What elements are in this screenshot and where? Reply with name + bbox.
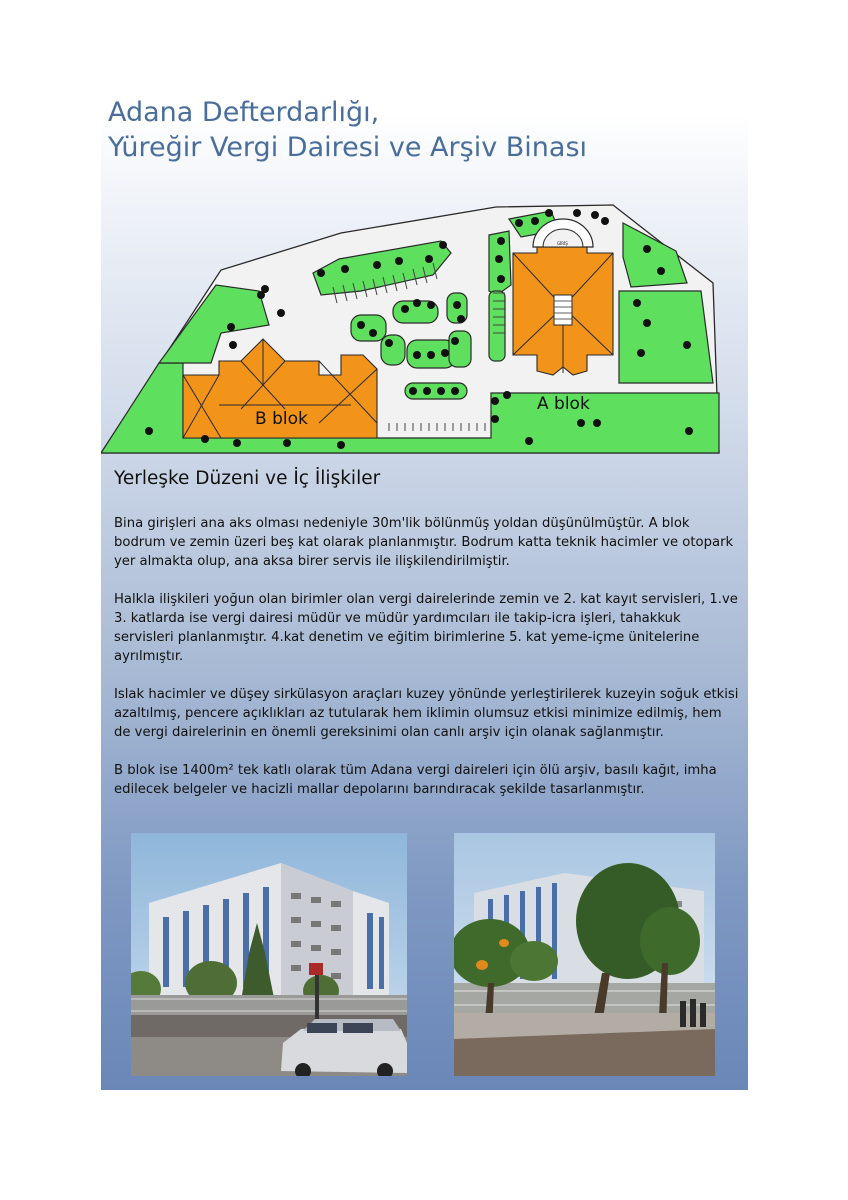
- a-block-stair: [554, 295, 572, 325]
- title-line-2: Yüreğir Vergi Dairesi ve Arşiv Binası: [108, 132, 588, 163]
- green-east: [619, 291, 713, 383]
- title-line-1: Adana Defterdarlığı,: [108, 97, 380, 128]
- green-island-6: [449, 331, 471, 367]
- site-plan: [101, 195, 748, 470]
- green-island-1: [351, 315, 386, 341]
- a-block-label: A blok: [537, 394, 590, 414]
- paragraph-2: Halkla ilişkileri yoğun olan birimler olan vergi dairelerinde zemin ve 2. kat kayıt servisleri, 1.ve 3. katlarda ise vergi dairesi müdür ve müdür yardımcıları ile takip-icra işleri, tahakkuk servisleri planlanmıştır. 4.kat denetim ve eğitim birimlerine 5. kat yeme-içme ünitelerine ayrılmıştır.: [114, 592, 738, 664]
- entrance-label: GİRİŞ: [557, 241, 568, 246]
- building-photo-1: [131, 833, 407, 1076]
- paragraph-4: B blok ise 1400m² tek katlı olarak tüm Adana vergi daireleri için ölü arşiv, basılı kağıt, imha edilecek belgeler ve hacizli mallar depolarını barındıracak şekilde tasarlanmıştır.: [114, 763, 717, 797]
- green-northeast: [623, 223, 687, 287]
- building-photo-2: [454, 833, 715, 1076]
- body-text: [114, 514, 742, 818]
- paragraph-1: Bina girişleri ana aks olması nedeniyle 30m'lik bölünmüş yoldan düşünülmüştür. A blok bodrum ve zemin üzeri beş kat olarak planlanmıştır. Bodrum katta teknik hacimler ve otopark yer almakta olup, ana aksa birer servis ile ilişkilendirilmiştir.: [114, 516, 734, 569]
- section-heading: Yerleşke Düzeni ve İç İlişkiler: [114, 468, 381, 489]
- b-block-label: B blok: [255, 409, 308, 429]
- page-title: [108, 95, 748, 165]
- paragraph-3: Islak hacimler ve düşey sirkülasyon araçları kuzey yönünde yerleştirilerek kuzeyin soğuk etkisi azaltılmış, pencere açıklıkları az tutularak hem iklimin olumsuz etkisi minimize edilmiş, hem de vergi dairelerinin en önemli gereksinimi olan canlı arşiv için olanak sağlanmıştır.: [114, 687, 739, 740]
- green-island-4: [381, 335, 405, 365]
